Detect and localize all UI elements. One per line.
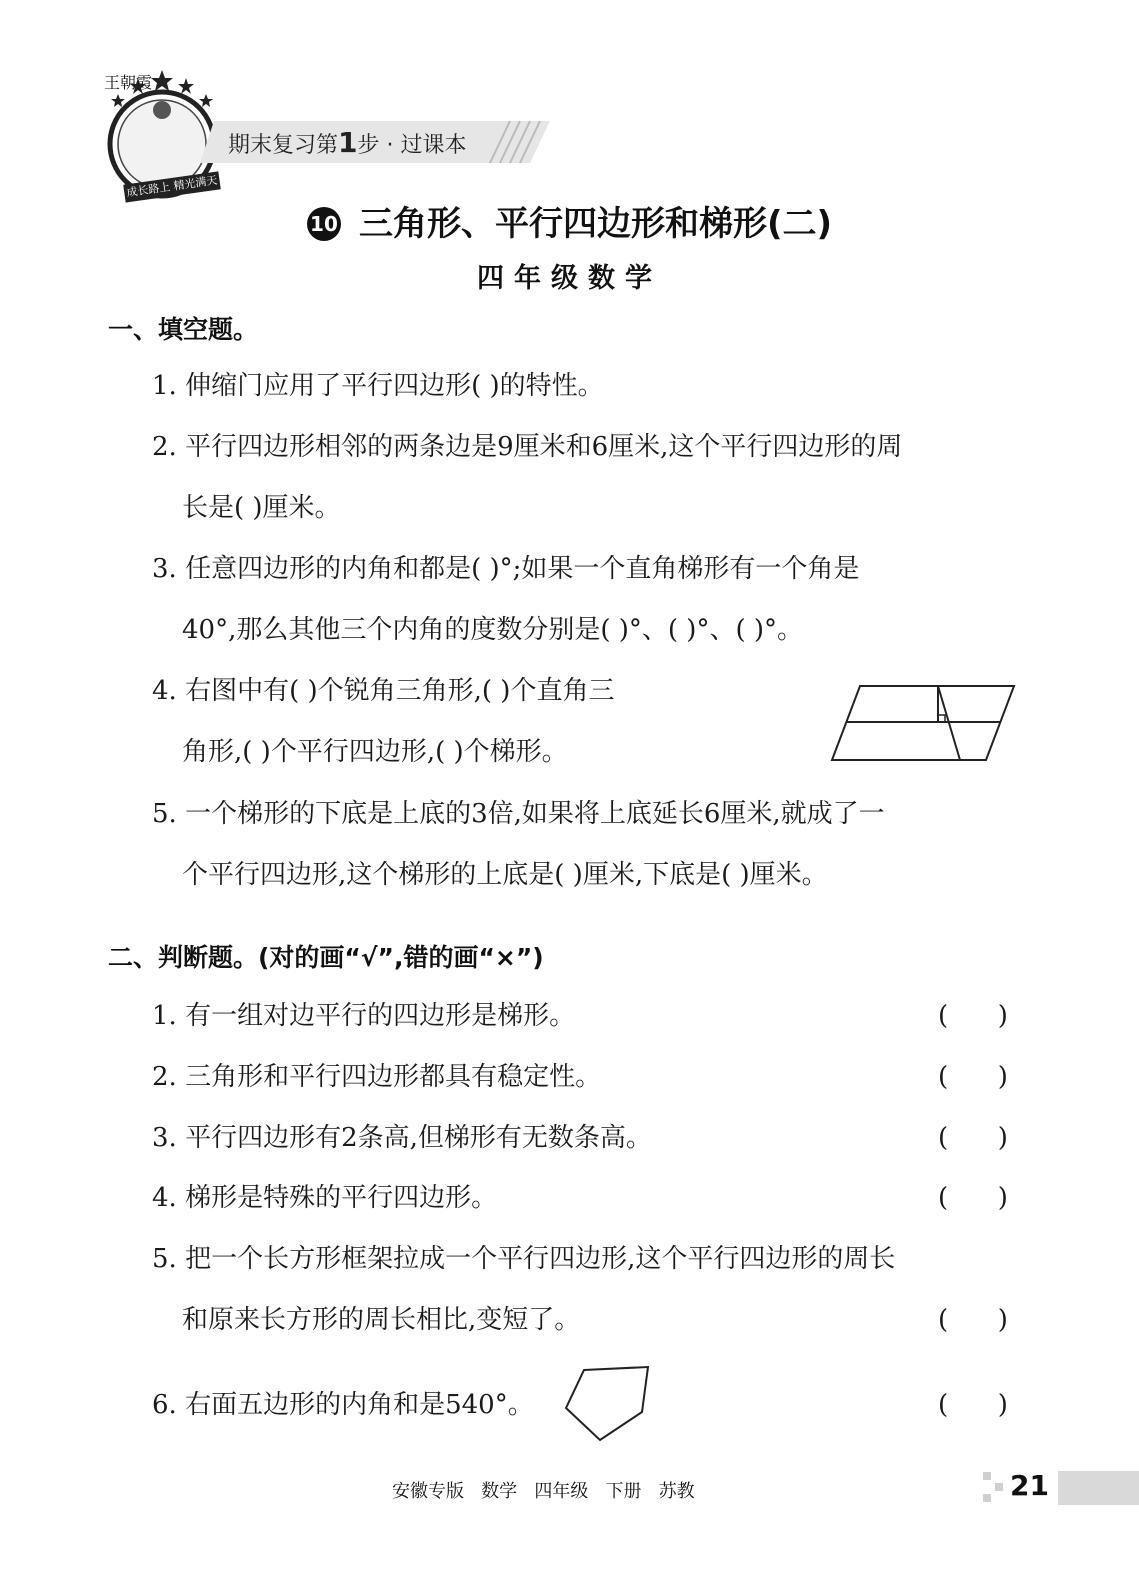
- judge-answer-2[interactable]: ( ): [938, 1062, 1008, 1092]
- fill-question-4-line1: 4. 右图中有( )个锐角三角形,( )个直角三: [152, 676, 615, 706]
- fill-question-3-line1: 3. 任意四边形的内角和都是( )°;如果一个直角梯形有一个角是: [152, 554, 860, 584]
- lesson-subtitle: 四年级数学: [477, 263, 662, 294]
- fill-question-1: 1. 伸缩门应用了平行四边形( )的特性。: [152, 371, 604, 401]
- page-number-bar: [1058, 1471, 1139, 1505]
- judge-answer-3[interactable]: ( ): [938, 1123, 1008, 1153]
- banner-step-number: 1: [338, 126, 358, 159]
- judge-answer-6[interactable]: ( ): [938, 1390, 1008, 1420]
- footer-edition: 安徽专版 数学 四年级 下册 苏教: [392, 1481, 695, 1502]
- judge-question-5-line1: 5. 把一个长方形框架拉成一个平行四边形,这个平行四边形的周长: [152, 1244, 896, 1274]
- judge-question-6: 6. 右面五边形的内角和是540°。: [152, 1390, 534, 1420]
- fill-question-5-line2: 个平行四边形,这个梯形的上底是( )厘米,下底是( )厘米。: [182, 860, 828, 890]
- logo-text: 王朝霞: [104, 73, 153, 92]
- logo-slogan: 成长路上 精光满天: [123, 171, 221, 202]
- lesson-title-row: [0, 196, 1139, 245]
- judge-answer-1[interactable]: ( ): [938, 1001, 1008, 1031]
- judge-question-2: 2. 三角形和平行四边形都具有稳定性。: [152, 1062, 602, 1092]
- judge-question-3: 3. 平行四边形有2条高,但梯形有无数条高。: [152, 1123, 652, 1153]
- judge-answer-4[interactable]: ( ): [938, 1183, 1008, 1213]
- section1-heading: 一、填空题。: [108, 315, 259, 344]
- fill-question-3-line2: 40°,那么其他三个内角的度数分别是( )°、( )°、( )°。: [182, 615, 804, 645]
- banner-prefix: 期末复习第: [228, 133, 339, 158]
- fill-question-4-line2: 角形,( )个平行四边形,( )个梯形。: [182, 737, 568, 767]
- figure-pentagon: [562, 1364, 654, 1444]
- judge-question-4: 4. 梯形是特殊的平行四边形。: [152, 1183, 498, 1213]
- fill-question-5-line1: 5. 一个梯形的下底是上底的3倍,如果将上底延长6厘米,就成了一: [152, 799, 885, 829]
- header-banner-text: [228, 126, 466, 159]
- lesson-title: 三角形、平行四边形和梯形(二): [358, 204, 833, 244]
- page-number: 21: [1010, 1469, 1049, 1502]
- judge-answer-5[interactable]: ( ): [938, 1305, 1008, 1335]
- fill-question-2-line2: 长是( )厘米。: [182, 493, 341, 523]
- judge-question-5-line2: 和原来长方形的周长相比,变短了。: [182, 1305, 581, 1335]
- page-decoration-squares: [983, 1472, 1007, 1502]
- figure-parallelogram-diagram: [830, 682, 1020, 764]
- judge-question-1: 1. 有一组对边平行的四边形是梯形。: [152, 1001, 576, 1031]
- fill-question-2-line1: 2. 平行四边形相邻的两条边是9厘米和6厘米,这个平行四边形的周: [152, 432, 903, 462]
- lesson-number-badge: 10: [307, 207, 341, 241]
- banner-suffix: 步 · 过课本: [357, 133, 467, 158]
- section2-heading: 二、判断题。(对的画“√”,错的画“×”): [108, 943, 544, 972]
